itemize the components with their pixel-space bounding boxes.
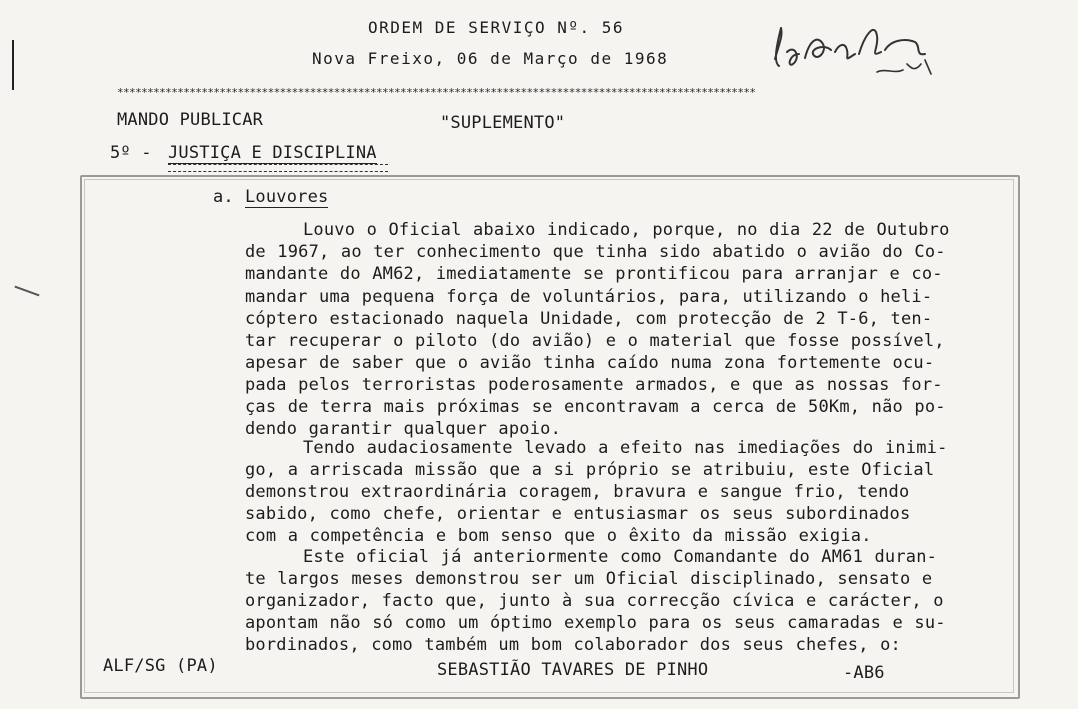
body-line: te largos meses demonstrou ser um Oficial disciplinado, sensato e [245, 569, 933, 589]
body-line: demonstrou extraordinária coragem, bravura e sangue frio, tendo [245, 482, 910, 502]
body-line: Tendo audaciosamente levado a efeito nas imediações do inimi- [303, 438, 948, 458]
body-line: Louvo o Oficial abaixo indicado, porque, no dia 22 de Outubro [303, 220, 950, 240]
supplement-label: "SUPLEMENTO" [440, 113, 566, 133]
handwritten-signature [765, 14, 945, 84]
place-date: Nova Freixo, 06 de Março de 1968 [312, 49, 669, 68]
footer-rank: ALF/SG (PA) [103, 656, 218, 676]
body-line: tar recuperar o piloto (do avião) e o material que fosse possível, [245, 331, 945, 351]
body-line: com a competência e bom senso que o êxito da missão exigia. [245, 526, 872, 546]
body-line: apontam não só como um óptimo exemplo para os seus camaradas e su- [245, 613, 946, 633]
body-line: apesar de saber que o avião tinha caído numa zona fortemente ocu- [245, 353, 935, 373]
footer-name: SEBASTIÃO TAVARES DE PINHO [437, 660, 709, 680]
body-line: dendo garantir qualquer apoio. [245, 419, 562, 439]
section-double-underline [168, 164, 388, 172]
body-line: go, a arriscada missão que a si próprio se atribuiu, este Oficial [245, 460, 935, 480]
subsection-marker: a. [213, 187, 234, 207]
footer-code: -AB6 [843, 663, 885, 683]
margin-mark-dash [14, 286, 39, 297]
subsection-title: Louvores [245, 187, 329, 207]
order-title: ORDEM DE SERVIÇO Nº. 56 [368, 18, 625, 37]
body-line: cóptero estacionado naquela Unidade, com protecção de 2 T-6, ten- [245, 309, 933, 329]
body-line: ças de terra mais próximas se encontravam a cerca de 50Km, não po- [245, 397, 946, 417]
body-line: organizador, facto que, junto à sua correcção cívica e carácter, o [245, 591, 944, 611]
body-line: mandar uma pequena força de voluntários, para, utilizando o heli- [245, 287, 933, 307]
body-line: de 1967, ao ter conhecimento que tinha sido abatido o avião do Co- [245, 242, 946, 262]
body-line: sabido, como chefe, orientar e entusiasmar os seus subordinados [245, 504, 911, 524]
body-line: Este oficial já anteriormente como Comandante do AM61 duran- [303, 547, 938, 567]
body-line: bordinados, como também um bom colaborador dos seus chefes, o: [245, 635, 901, 655]
star-divider: ********************************************************************************************************** [117, 86, 756, 99]
margin-mark [12, 40, 14, 90]
publish-label: MANDO PUBLICAR [117, 110, 264, 130]
section-title: JUSTIÇA E DISCIPLINA [168, 143, 377, 163]
body-line: pada pelos terroristas poderosamente armados, e que as nossas for- [245, 375, 943, 395]
section-number: 5º - [110, 143, 152, 163]
body-line: mandante do AM62, imediatamente se prontificou para arranjar e co- [245, 264, 943, 284]
